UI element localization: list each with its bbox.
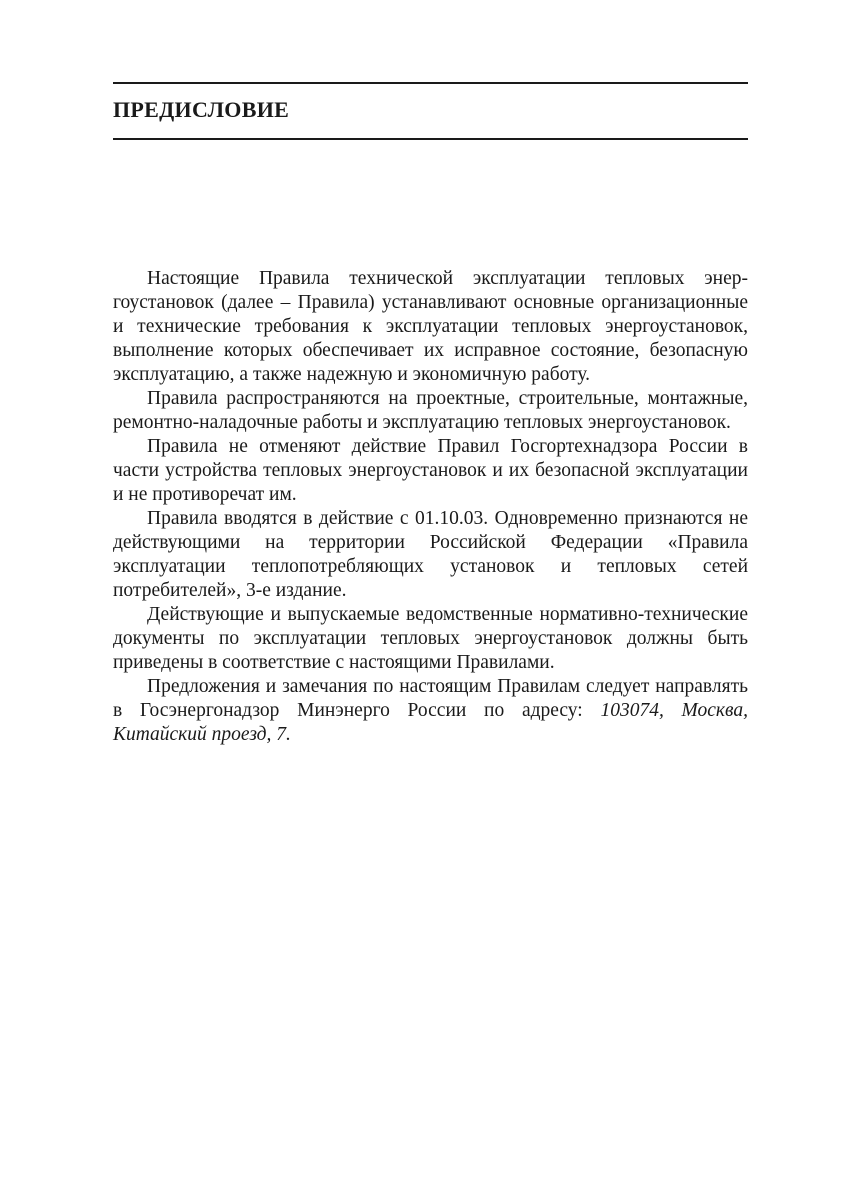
- last-paragraph-text: Предложения и замечания по настоящим Правилам следует направлять в Госэнергонадзор Минэнерго России по адресу:: [113, 676, 748, 721]
- preface-body: [113, 267, 748, 747]
- last-paragraph: [113, 675, 748, 747]
- top-rule: [113, 82, 748, 84]
- bottom-rule: [113, 138, 748, 140]
- paragraph: Правила вводятся в действие с 01.10.03. Одновременно признаются не действующими на территории Российской Федерации «Правила эксплуатации теплопотребляющих установок и тепловых сетей потребителей», 3-е издание.: [113, 508, 748, 601]
- paragraph: Настоящие Правила технической эксплуатации тепловых энергоустановок (далее – Правила) устанавливают основные организационные и технические требования к эксплуатации тепловых энергоустановок, выполнение которых обеспечивает их исправное состояние, безопасную эксплуатацию, а также надежную и экономичную работу.: [113, 268, 748, 385]
- postal-address: 103074, Москва, Китайский проезд, 7.: [113, 700, 748, 745]
- paragraph: Правила распространяются на проектные, строительные, монтажные, ремонтно-наладочные работы и эксплуатацию тепловых энергоустановок.: [113, 388, 748, 433]
- paragraph: Правила не отменяют действие Правил Госгортехнадзора России в части устройства тепловых энергоустановок и их безопасной эксплуатации и не противоречат им.: [113, 436, 748, 505]
- page-title: ПРЕДИСЛОВИЕ: [113, 97, 290, 122]
- paragraph: Действующие и выпускаемые ведомственные нормативно-технические документы по эксплуатации тепловых энергоустановок должны быть приведены в соответствие с настоящими Правилами.: [113, 604, 748, 673]
